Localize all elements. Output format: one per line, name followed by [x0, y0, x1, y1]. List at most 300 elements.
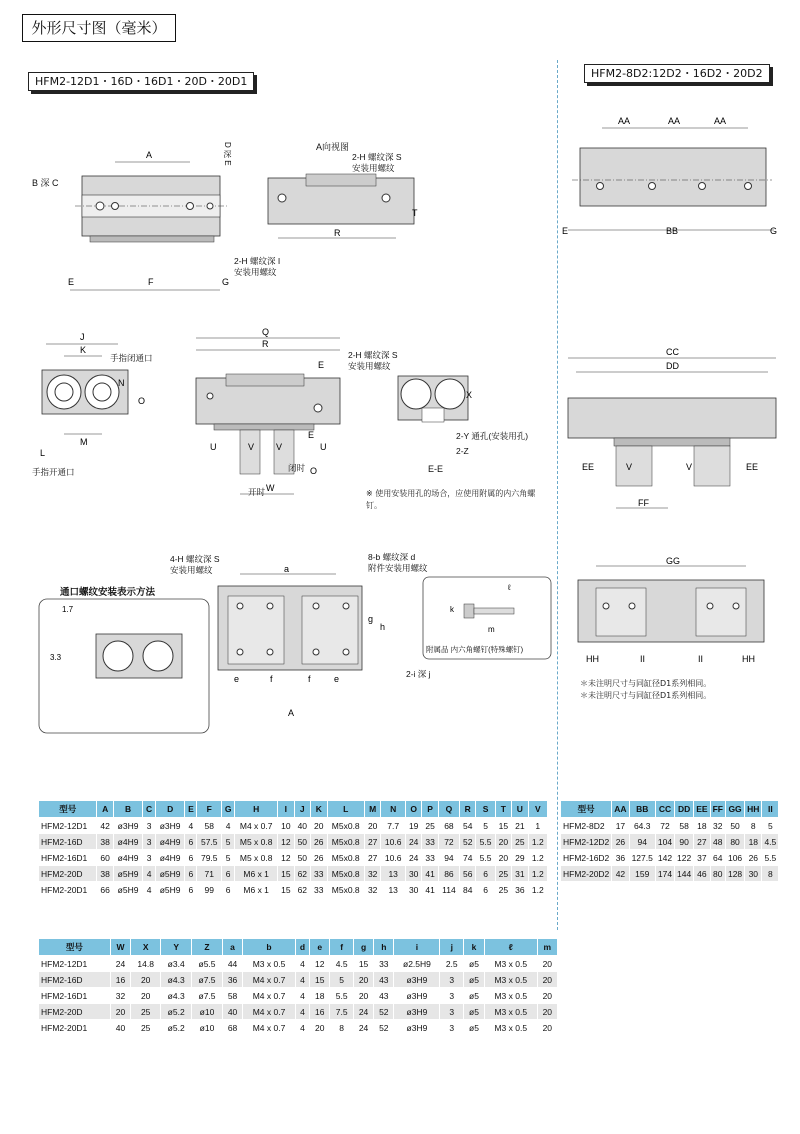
- svg-text:h: h: [380, 622, 386, 632]
- table-cell: 94: [438, 850, 459, 866]
- b-depth-label: B 深 C: [32, 178, 59, 188]
- table-cell: 58: [675, 818, 694, 834]
- table-cell: 42: [612, 866, 629, 882]
- svg-text:1.7: 1.7: [62, 605, 74, 614]
- ee-label: E-E: [428, 464, 444, 474]
- table1-header: U: [512, 801, 528, 818]
- svg-text:3.3: 3.3: [50, 653, 62, 662]
- through-hole-label: 2-Y 通孔(安装用孔): [456, 431, 529, 441]
- table-cell: 1.2: [528, 882, 547, 898]
- spec-table-1: [38, 800, 548, 898]
- svg-text:E: E: [318, 360, 325, 370]
- table-cell: M3 x 0.5: [484, 1020, 537, 1036]
- table1-header: S: [476, 801, 495, 818]
- table-cell: 4.5: [762, 834, 779, 850]
- table2-header: GG: [725, 801, 744, 818]
- table-cell: 174: [655, 866, 674, 882]
- table-row: [39, 882, 548, 898]
- table-cell: HFM2-16D1: [39, 988, 111, 1004]
- thread-s-label-2: [348, 350, 398, 372]
- table-cell: 25: [495, 882, 511, 898]
- table-cell: 4.5: [330, 956, 354, 972]
- table-cell: 24: [353, 1004, 373, 1020]
- table-cell: M3 x 0.5: [484, 972, 537, 988]
- table-cell: 7.5: [330, 1004, 354, 1020]
- table-row: [561, 834, 779, 850]
- table-cell: 15: [278, 866, 294, 882]
- table-row: [39, 850, 548, 866]
- table-row: [39, 818, 548, 834]
- table1-header: V: [528, 801, 547, 818]
- table-cell: 15: [278, 882, 294, 898]
- table-cell: 36: [512, 882, 528, 898]
- svg-text:Q: Q: [262, 327, 270, 337]
- table-cell: 32: [110, 988, 130, 1004]
- thread-2i-label: 2-i 深 j: [406, 669, 431, 679]
- table-cell: 10.6: [381, 850, 406, 866]
- table-cell: 25: [131, 1020, 161, 1036]
- svg-text:AA: AA: [714, 116, 727, 126]
- table-cell: 5.5: [476, 850, 495, 866]
- table1-header: L: [327, 801, 364, 818]
- table-cell: M3 x 0.5: [484, 1004, 537, 1020]
- svg-text:W: W: [266, 483, 275, 493]
- table-cell: 64.3: [629, 818, 655, 834]
- mount-note: ※ 使用安装用孔的场合，应使用附属的内六角螺钉。: [366, 489, 536, 510]
- table3-header: a: [222, 939, 242, 956]
- table3-header: e: [310, 939, 330, 956]
- table-cell: 8: [330, 1020, 354, 1036]
- table-row: [39, 972, 558, 988]
- table-cell: 24: [405, 850, 421, 866]
- spec-table-3: [38, 938, 558, 1036]
- table-cell: M4 x 0.7: [243, 1004, 296, 1020]
- thread-s-text-2: 2-H 螺纹深 S: [348, 350, 398, 360]
- model-label-left: HFM2-12D1・16D・16D1・20D・20D1: [28, 72, 254, 91]
- table1-header: C: [143, 801, 156, 818]
- table1-header: E: [185, 801, 197, 818]
- table-cell: 62: [294, 882, 310, 898]
- table3-header: f: [330, 939, 354, 956]
- table-cell: 1.2: [528, 834, 547, 850]
- table-row: [39, 956, 558, 972]
- table-cell: HFM2-16D1: [39, 850, 97, 866]
- table-cell: M4 x 0.7: [235, 818, 278, 834]
- through-port-drawing: [38, 598, 210, 734]
- svg-text:E: E: [308, 430, 315, 440]
- svg-text:HH: HH: [586, 654, 599, 664]
- svg-text:k: k: [450, 605, 454, 614]
- table1-header: 型号: [39, 801, 97, 818]
- table-cell: 104: [655, 834, 674, 850]
- table-cell: 13: [381, 866, 406, 882]
- page-title: 外形尺寸图（毫米）: [22, 14, 176, 42]
- table2-header: CC: [655, 801, 674, 818]
- svg-text:E: E: [68, 277, 75, 287]
- table-cell: 26: [311, 850, 327, 866]
- svg-text:G: G: [770, 226, 778, 236]
- table-cell: 38: [97, 834, 113, 850]
- table-cell: 5: [222, 850, 235, 866]
- table-cell: M3 x 0.5: [484, 956, 537, 972]
- table2-header: BB: [629, 801, 655, 818]
- table-cell: ø5H9: [113, 866, 142, 882]
- table-cell: 80: [710, 866, 725, 882]
- table-cell: 5.5: [476, 834, 495, 850]
- table-cell: 86: [438, 866, 459, 882]
- svg-text:g: g: [368, 614, 374, 624]
- table-cell: 1.2: [528, 850, 547, 866]
- table-row: [561, 818, 779, 834]
- table-cell: 17: [612, 818, 629, 834]
- table-cell: ø5: [464, 972, 485, 988]
- table-cell: ø5: [464, 1020, 485, 1036]
- table-cell: 8: [745, 818, 762, 834]
- table-cell: 20: [353, 988, 373, 1004]
- table-cell: 21: [512, 818, 528, 834]
- table-cell: 20: [131, 988, 161, 1004]
- table-cell: 5: [222, 834, 235, 850]
- table3-header: W: [110, 939, 130, 956]
- table-cell: 32: [364, 882, 380, 898]
- table-cell: HFM2-12D1: [39, 956, 111, 972]
- table-cell: 20: [495, 834, 511, 850]
- table3-header: 型号: [39, 939, 111, 956]
- table-cell: 60: [97, 850, 113, 866]
- table-cell: 4: [295, 1020, 309, 1036]
- svg-text:II: II: [640, 654, 646, 664]
- table-cell: 48: [710, 834, 725, 850]
- svg-text:U: U: [210, 442, 217, 452]
- table-cell: 79.5: [197, 850, 222, 866]
- table-cell: 4: [295, 1004, 309, 1020]
- table-cell: 15: [353, 956, 373, 972]
- right-note-1: ＊未注明尺寸与同缸径D1系列相同。: [580, 679, 712, 688]
- svg-text:V: V: [626, 462, 633, 472]
- table-cell: 20: [537, 956, 557, 972]
- table-cell: 27: [364, 834, 380, 850]
- table-cell: 72: [438, 834, 459, 850]
- a-view-drawing: [262, 170, 422, 250]
- table-cell: M6 x 1: [235, 866, 278, 882]
- right-top-drawing: [562, 110, 782, 240]
- table-cell: 29: [512, 850, 528, 866]
- table-cell: 27: [694, 834, 710, 850]
- svg-text:A: A: [146, 150, 153, 160]
- table-cell: 4: [295, 972, 309, 988]
- table-cell: ø5.2: [161, 1004, 192, 1020]
- table-cell: 12: [278, 850, 294, 866]
- table3-header: X: [131, 939, 161, 956]
- table-cell: ø3H9: [394, 988, 440, 1004]
- table-cell: ø5H9: [155, 866, 184, 882]
- table-cell: HFM2-20D: [39, 866, 97, 882]
- svg-text:R: R: [334, 228, 341, 238]
- table-cell: HFM2-16D: [39, 834, 97, 850]
- table-cell: 25: [495, 866, 511, 882]
- table-cell: ø5.5: [192, 956, 223, 972]
- svg-text:N: N: [118, 378, 125, 388]
- table-cell: 6: [185, 834, 197, 850]
- thread-i-text: 2-H 螺纹深 I: [234, 256, 281, 266]
- table-cell: M5 x 0.8: [235, 834, 278, 850]
- table-cell: 50: [294, 834, 310, 850]
- svg-text:EE: EE: [746, 462, 759, 472]
- table-row: [39, 1020, 558, 1036]
- spec-table-2: [560, 800, 779, 882]
- accessory-label: 附属品 内六角螺钉(特殊螺钉): [426, 645, 524, 654]
- table-cell: 4: [143, 882, 156, 898]
- table-cell: 25: [131, 1004, 161, 1020]
- table-cell: 20: [311, 818, 327, 834]
- svg-text:O: O: [310, 466, 318, 476]
- table-cell: 24: [110, 956, 130, 972]
- table-cell: ø3H9: [155, 818, 184, 834]
- table3-header: d: [295, 939, 309, 956]
- table-cell: 142: [655, 850, 674, 866]
- table1-header: A: [97, 801, 113, 818]
- table-cell: 50: [294, 850, 310, 866]
- table1-header: N: [381, 801, 406, 818]
- view-a-title: A向视图: [316, 142, 350, 152]
- svg-text:f: f: [270, 674, 273, 684]
- table-cell: ø5: [464, 1004, 485, 1020]
- table-cell: 3: [440, 972, 464, 988]
- table-cell: 33: [422, 834, 438, 850]
- table-cell: 26: [612, 834, 629, 850]
- table3-header: g: [353, 939, 373, 956]
- table1-header: I: [278, 801, 294, 818]
- table1-header: D: [155, 801, 184, 818]
- attachment-drawing: [210, 566, 390, 716]
- table3-header: m: [537, 939, 557, 956]
- table-cell: 40: [110, 1020, 130, 1036]
- svg-text:AA: AA: [618, 116, 631, 126]
- table-cell: ø10: [192, 1004, 223, 1020]
- table-cell: 3: [440, 988, 464, 1004]
- table-cell: 24: [405, 834, 421, 850]
- table-cell: 15: [495, 818, 511, 834]
- svg-text:L: L: [40, 448, 46, 458]
- table-cell: 20: [537, 972, 557, 988]
- table-cell: 10: [278, 818, 294, 834]
- svg-text:V: V: [686, 462, 693, 472]
- through-title: 通口螺纹安装表示方法: [60, 587, 156, 598]
- table1-header: J: [294, 801, 310, 818]
- table-cell: M4 x 0.7: [243, 1020, 296, 1036]
- table-row: [561, 850, 779, 866]
- table-cell: 32: [364, 866, 380, 882]
- table-cell: 6: [185, 850, 197, 866]
- table-cell: 36: [612, 850, 629, 866]
- table-cell: 19: [405, 818, 421, 834]
- svg-text:AA: AA: [668, 116, 681, 126]
- table1-header: H: [235, 801, 278, 818]
- table-cell: 33: [422, 850, 438, 866]
- table-cell: 20: [110, 1004, 130, 1020]
- table-cell: 90: [675, 834, 694, 850]
- svg-text:BB: BB: [666, 226, 679, 236]
- table-cell: 24: [353, 1020, 373, 1036]
- svg-text:e: e: [334, 674, 340, 684]
- table-cell: 30: [405, 882, 421, 898]
- svg-text:R: R: [262, 339, 269, 349]
- table-cell: 6: [476, 866, 495, 882]
- table-cell: 62: [294, 866, 310, 882]
- table1-header: B: [113, 801, 142, 818]
- svg-text:CC: CC: [666, 347, 679, 357]
- table-cell: 159: [629, 866, 655, 882]
- table-cell: ø5: [464, 988, 485, 1004]
- table-cell: 56: [460, 866, 476, 882]
- table-cell: 31: [512, 866, 528, 882]
- svg-text:E: E: [562, 226, 569, 236]
- table-cell: 72: [655, 818, 674, 834]
- table-cell: 4: [222, 818, 235, 834]
- table-cell: 26: [745, 850, 762, 866]
- table3-header: h: [374, 939, 394, 956]
- table-cell: 16: [310, 1004, 330, 1020]
- close-label: 闭时: [288, 463, 306, 473]
- table-row: [39, 834, 548, 850]
- table-cell: 4: [295, 988, 309, 1004]
- table-cell: 43: [374, 972, 394, 988]
- table-cell: HFM2-16D2: [561, 850, 612, 866]
- right-bottom-drawing: [566, 558, 776, 668]
- front-view-drawing: [190, 326, 360, 506]
- table1-header: R: [460, 801, 476, 818]
- svg-text:FF: FF: [638, 498, 649, 508]
- table-cell: M4 x 0.7: [243, 972, 296, 988]
- table-cell: HFM2-12D1: [39, 818, 97, 834]
- table-cell: 6: [185, 882, 197, 898]
- thread-s-text: 2-H 螺纹深 S: [352, 152, 402, 162]
- table-cell: M4 x 0.7: [243, 988, 296, 1004]
- table-cell: ø5H9: [113, 882, 142, 898]
- table-cell: 52: [374, 1020, 394, 1036]
- table-cell: 80: [725, 834, 744, 850]
- table-cell: 10.6: [381, 834, 406, 850]
- svg-text:ℓ: ℓ: [508, 583, 511, 592]
- table-cell: 20: [537, 1004, 557, 1020]
- svg-text:EE: EE: [582, 462, 595, 472]
- table-cell: ø5: [464, 956, 485, 972]
- table-cell: 144: [675, 866, 694, 882]
- table3-header: j: [440, 939, 464, 956]
- table-cell: M5x0.8: [327, 866, 364, 882]
- table-cell: ø5H9: [155, 882, 184, 898]
- svg-text:HH: HH: [742, 654, 755, 664]
- table-cell: 6: [476, 882, 495, 898]
- table2-header: FF: [710, 801, 725, 818]
- table-cell: 40: [222, 1004, 242, 1020]
- table-cell: ø4H9: [155, 834, 184, 850]
- table-cell: 42: [97, 818, 113, 834]
- table-cell: ø3H9: [394, 1004, 440, 1020]
- table3-header: k: [464, 939, 485, 956]
- table-cell: 18: [694, 818, 710, 834]
- table-cell: 57.5: [197, 834, 222, 850]
- table-cell: 68: [222, 1020, 242, 1036]
- table-cell: ø7.5: [192, 988, 223, 1004]
- svg-text:F: F: [148, 277, 154, 287]
- table-cell: HFM2-20D1: [39, 882, 97, 898]
- table-cell: HFM2-20D: [39, 1004, 111, 1020]
- table-cell: M3 x 0.5: [484, 988, 537, 1004]
- table-cell: 20: [364, 818, 380, 834]
- table3-header: Y: [161, 939, 192, 956]
- table3-header: Z: [192, 939, 223, 956]
- table-cell: 58: [197, 818, 222, 834]
- table-cell: 40: [294, 818, 310, 834]
- table-cell: 84: [460, 882, 476, 898]
- z-label: 2-Z: [456, 446, 469, 456]
- table-cell: 127.5: [629, 850, 655, 866]
- table-cell: 14.8: [131, 956, 161, 972]
- table1-header: F: [197, 801, 222, 818]
- table-cell: 5.5: [762, 850, 779, 866]
- table3-header: i: [394, 939, 440, 956]
- table-cell: 58: [222, 988, 242, 1004]
- table2-header: 型号: [561, 801, 612, 818]
- thread-8b-text: 8-b 螺纹深 d: [368, 552, 416, 562]
- table-cell: 3: [143, 834, 156, 850]
- attach-mount-text: 附件安装用螺纹: [368, 563, 428, 573]
- table-cell: 5: [476, 818, 495, 834]
- svg-text:K: K: [80, 345, 87, 355]
- table2-header: HH: [745, 801, 762, 818]
- table-cell: ø4H9: [113, 834, 142, 850]
- svg-text:M: M: [80, 437, 88, 447]
- table-cell: 18: [310, 988, 330, 1004]
- table-cell: 30: [745, 866, 762, 882]
- mount-thread-text-4: 安装用螺纹: [170, 565, 213, 575]
- right-note-2: ＊未注明尺寸与同缸径D1系列相同。: [580, 691, 712, 700]
- table-cell: HFM2-16D: [39, 972, 111, 988]
- table-cell: 66: [97, 882, 113, 898]
- svg-text:A: A: [288, 708, 295, 718]
- table-cell: 20: [495, 850, 511, 866]
- svg-text:a: a: [284, 564, 290, 574]
- table-cell: ø3H9: [394, 1020, 440, 1036]
- svg-text:DD: DD: [666, 361, 679, 371]
- table-cell: 33: [311, 882, 327, 898]
- table2-header: DD: [675, 801, 694, 818]
- table-cell: ø4.3: [161, 988, 192, 1004]
- table-row: [39, 988, 558, 1004]
- table-cell: 5.5: [330, 988, 354, 1004]
- svg-text:II: II: [698, 654, 704, 664]
- table-cell: 6: [222, 866, 235, 882]
- table-cell: 46: [694, 866, 710, 882]
- table1-header: G: [222, 801, 235, 818]
- table-cell: M5x0.8: [327, 882, 364, 898]
- table-cell: 71: [197, 866, 222, 882]
- table-cell: M5 x 0.8: [235, 850, 278, 866]
- svg-text:e: e: [234, 674, 240, 684]
- table-cell: ø4H9: [113, 850, 142, 866]
- table-cell: 20: [537, 1020, 557, 1036]
- svg-text:U: U: [320, 442, 327, 452]
- svg-text:J: J: [80, 332, 85, 342]
- table-cell: 122: [675, 850, 694, 866]
- table-cell: 44: [222, 956, 242, 972]
- table1-header: Q: [438, 801, 459, 818]
- table-cell: HFM2-8D2: [561, 818, 612, 834]
- table-cell: 2.5: [440, 956, 464, 972]
- table-cell: 25: [422, 818, 438, 834]
- table-cell: 41: [422, 882, 438, 898]
